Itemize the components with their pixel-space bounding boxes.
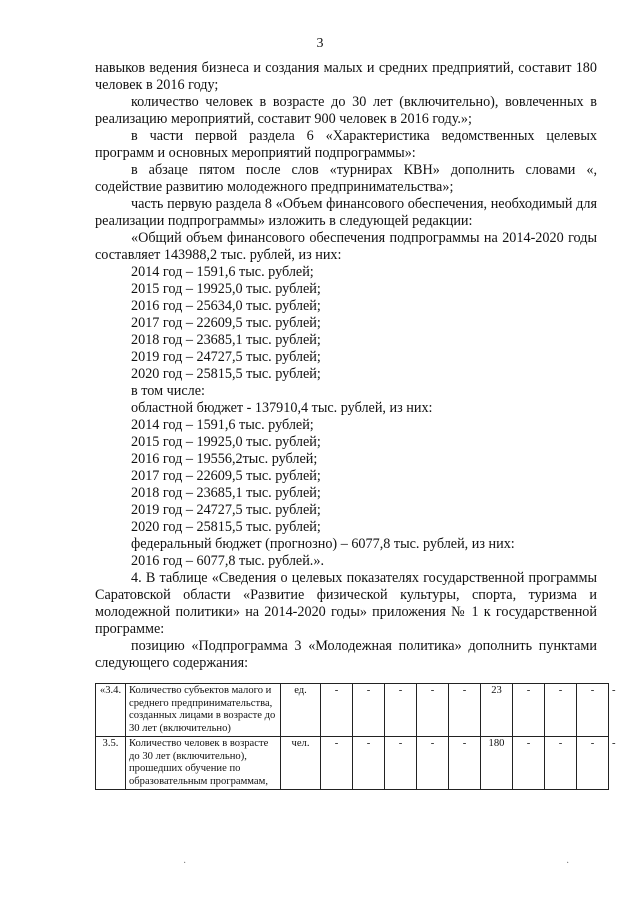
scan-mark: · (566, 858, 570, 869)
paragraph: 2016 год – 6077,8 тыс. рублей.». (131, 553, 324, 569)
value-cell: - (353, 684, 385, 737)
row-number: 3.5. (96, 737, 126, 790)
paragraph: 2016 год – 25634,0 тыс. рублей; (131, 298, 321, 314)
value-cell: - (385, 684, 417, 737)
paragraph: «Общий объем финансового обеспечения подпрограммы на 2014-2020 годы составляет 143988,2 тыс. рублей, из них: (95, 230, 597, 263)
indicators-table (95, 683, 616, 790)
indicator-name: Количество субъектов малого и среднего предпринимательства, созданных лицами в возрасте до 30 лет (включительно) (126, 684, 281, 737)
unit-cell: ед. (281, 684, 321, 737)
paragraph: навыков ведения бизнеса и создания малых и средних предприятий, составит 180 человек в 2016 году; (95, 60, 597, 93)
paragraph: 2015 год – 19925,0 тыс. рублей; (131, 434, 321, 450)
indicator-name: Количество человек в возрасте до 30 лет (включительно), прошедших обучение по образовательным программам, (126, 737, 281, 790)
paragraph: количество человек в возрасте до 30 лет (включительно), вовлеченных в реализацию мероприятий, составит 900 человек в 2016 году.»; (95, 94, 597, 127)
paragraph: 2019 год – 24727,5 тыс. рублей; (131, 502, 321, 518)
paragraph: 2014 год – 1591,6 тыс. рублей; (131, 264, 314, 280)
paragraph: 4. В таблице «Сведения о целевых показателях государственной программы Саратовской области «Развитие физической культуры, спорта, туризма и молодежной политики» на 2014-2020 годы» приложения № 1 к государственной программе: (95, 570, 597, 637)
value-cell: - (321, 737, 353, 790)
paragraph: областной бюджет - 137910,4 тыс. рублей, из них: (131, 400, 433, 416)
document-body (95, 60, 597, 672)
paragraph: 2016 год – 19556,2тыс. рублей; (131, 451, 318, 467)
value-cell: - (321, 684, 353, 737)
table-row: «3.4. Количество субъектов малого и среднего предпринимательства, созданных лицами в возрасте до 30 лет (включительно) ед. - - - - - 23 - - - - (96, 684, 609, 737)
value-cell: - (417, 684, 449, 737)
value-cell: - (545, 684, 577, 737)
value-cell: - (449, 684, 481, 737)
paragraph: в части первой раздела 6 «Характеристика ведомственных целевых программ и основных мероприятий подпрограммы»: (95, 128, 597, 161)
table-row: 3.5. Количество человек в возрасте до 30 лет (включительно), прошедших обучение по образовательным программам, чел. - - - - - 180 - - - - (96, 737, 609, 790)
paragraph: федеральный бюджет (прогнозно) – 6077,8 тыс. рублей, из них: (131, 536, 515, 552)
paragraph: 2020 год – 25815,5 тыс. рублей; (131, 519, 321, 535)
paragraph: позицию «Подпрограмма 3 «Молодежная политика» дополнить пунктами следующего содержания: (95, 638, 597, 671)
paragraph: в том числе: (131, 383, 205, 399)
paragraph: 2017 год – 22609,5 тыс. рублей; (131, 315, 321, 331)
value-cell: 23 (481, 684, 513, 737)
value-cell: - (385, 737, 417, 790)
value-cell: - (353, 737, 385, 790)
value-cell: - (513, 737, 545, 790)
value-cell: - (577, 684, 609, 737)
value-cell: 180 (481, 737, 513, 790)
value-cell: - (577, 737, 609, 790)
unit-cell: чел. (281, 737, 321, 790)
paragraph: 2017 год – 22609,5 тыс. рублей; (131, 468, 321, 484)
value-cell: - (545, 737, 577, 790)
row-number: «3.4. (96, 684, 126, 737)
paragraph: 2018 год – 23685,1 тыс. рублей; (131, 485, 321, 501)
value-cell: - (449, 737, 481, 790)
value-cell: - (417, 737, 449, 790)
paragraph: часть первую раздела 8 «Объем финансового обеспечения, необходимый для реализации подпрограммы» изложить в следующей редакции: (95, 196, 597, 229)
paragraph: 2019 год – 24727,5 тыс. рублей; (131, 349, 321, 365)
paragraph: 2020 год – 25815,5 тыс. рублей; (131, 366, 321, 382)
paragraph: в абзаце пятом после слов «турнирах КВН» дополнить словами «, содействие развитию молодежного предпринимательства»; (95, 162, 597, 195)
paragraph: 2018 год – 23685,1 тыс. рублей; (131, 332, 321, 348)
page-number: 3 (316, 36, 324, 51)
value-cell: - (513, 684, 545, 737)
paragraph: 2015 год – 19925,0 тыс. рублей; (131, 281, 321, 297)
paragraph: 2014 год – 1591,6 тыс. рублей; (131, 417, 314, 433)
scan-mark: · (183, 858, 187, 869)
